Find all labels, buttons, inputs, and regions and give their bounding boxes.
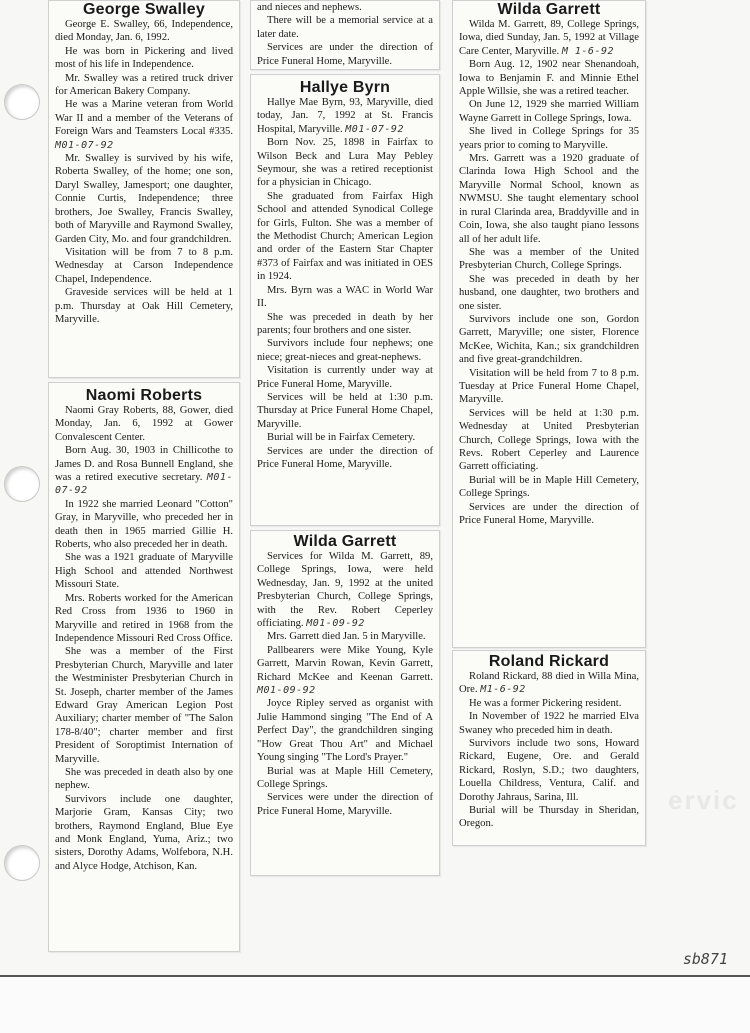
handwritten-date-note: M1-6-92 bbox=[480, 684, 526, 696]
obituary-paragraph: Services are under the direction of Price Funeral Home, Maryville. bbox=[257, 445, 433, 470]
faint-background-print: ervic bbox=[668, 785, 739, 815]
obituary-paragraph: Visitation will be held from 7 to 8 p.m. Tuesday at Price Funeral Home Chapel, Maryville. bbox=[459, 367, 639, 406]
obituary-paragraph: Naomi Gray Roberts, 88, Gower, died Monday, Jan. 6, 1992 at Gower Convalescent Center. bbox=[55, 405, 233, 443]
obituary-paragraph: On June 12, 1929 she married William Wayne Garrett in College Springs, Iowa. bbox=[459, 99, 639, 124]
obituary-paragraph: Mr. Swalley was a retired truck driver for American Bakery Company. bbox=[55, 72, 233, 98]
obituary-naomi-roberts bbox=[48, 382, 240, 952]
obituary-paragraph: There will be a memorial service at a later date. bbox=[257, 15, 433, 40]
obituary-paragraph: Graveside services will be held at 1 p.m. Thursday at Oak Hill Cemetery, Maryville. bbox=[55, 287, 233, 325]
document-code: sb871 bbox=[682, 950, 728, 968]
obituary-paragraph: She was preceded in death also by one nephew. bbox=[55, 766, 233, 792]
obituary-paragraph: Born Aug. 30, 1903 in Chillicothe to James D. and Rosa Bunnell England, she was a retired executive secretary. M01-07-92 bbox=[55, 445, 233, 497]
obituary-paragraph: Born Nov. 25, 1898 in Fairfax to Wilson Beck and Lura May Pebley Seymour, she was a retired receptionist for a physician in Chicago. bbox=[257, 137, 433, 189]
obituary-paragraph: Survivors include two sons, Howard Rickard, Eugene, Ore. and Gerald Rickard, Roslyn, S.D.; two daughters, Louella Childress, Ventura, Calif. and Dorothy Jahraus, Sarina, Ill. bbox=[459, 738, 639, 803]
obituary-paragraph: Survivors include four nephews; one niece; great-nieces and great-nephews. bbox=[257, 338, 433, 363]
handwritten-date-note: M01-07-92 bbox=[55, 139, 114, 151]
obituary-paragraph: Joyce Ripley served as organist with Julie Hammond singing "The End of A Perfect Day", the grandchildren singing "How Great Thou Art" and Michael Young singing "The Lord's Prayer." bbox=[257, 698, 433, 764]
obituary-paragraph: Services will be held at 1:30 p.m. Thursday at Price Funeral Home Chapel, Maryville. bbox=[257, 391, 433, 430]
handwritten-date-note: M 1-6-92 bbox=[561, 45, 615, 57]
obituary-paragraph: Survivors include one son, Gordon Garrett, Maryville; one sister, Florence McKee, Wichita, Kan.; six grandchildren and five great-grandchildren. bbox=[459, 313, 639, 366]
obituary-paragraph: George E. Swalley, 66, Independence, died Monday, Jan. 6, 1992. bbox=[55, 19, 233, 44]
obituary-paragraph: She was preceded in death by her parents; four brothers and one sister. bbox=[257, 311, 433, 336]
obituary-paragraph: He was born in Pickering and lived most of his life in Independence. bbox=[55, 45, 233, 71]
obituary-title: Wilda Garrett bbox=[497, 1, 601, 18]
obituary-paragraph: Services were under the direction of Price Funeral Home, Maryville. bbox=[257, 792, 433, 817]
handwritten-date-note: M01-07-92 bbox=[345, 123, 404, 135]
obituary-paragraph: and nieces and nephews. bbox=[257, 2, 362, 13]
scanner-bed bbox=[0, 977, 750, 1033]
obituary-paragraph: Survivors include one daughter, Marjorie Gram, Kansas City; two brothers, Raymond England, Blue Eye and Monk England, Yuma, Ariz.; two sisters, Dorothy Adams, Wolfebora, N.H. and Alyce Hodge, Atchison, Kan. bbox=[55, 793, 233, 872]
obituary-paragraph: Mrs. Roberts worked for the American Red Cross from 1936 to 1960 in Maryville and retired in 1968 from the Independence Missouri Red Cross Office. bbox=[55, 592, 233, 644]
obituary-hallye-byrn bbox=[250, 74, 440, 526]
obituary-paragraph: Mrs. Garrett was a 1920 graduate of Clarinda Iowa High School and the Maryville Normal School, known as NWMSU. She taught elementary school in rural Clarinda area, Braddyville and in Coin, Iowa, she also taught piano lessons all of her adult life. bbox=[459, 153, 639, 245]
obituary-paragraph: Services for Wilda M. Garrett, 89, College Springs, Iowa, were held Wednesday, Jan. 9, 1992 at the united Presbyterian Church, College Springs, with the Rev. Robert Ceperley officiating. M01-09-92 bbox=[257, 551, 433, 630]
obituary-paragraph: Born Aug. 12, 1902 near Shenandoah, Iowa to Benjamin F. and Minnie Ethel Apple Willsie, she was a retired teacher. bbox=[459, 59, 639, 98]
obituary-paragraph: Mrs. Garrett died Jan. 5 in Maryville. bbox=[267, 631, 426, 643]
obituary-paragraph: She was a 1921 graduate of Maryville High School and attended Northwest Missouri State. bbox=[55, 552, 233, 591]
obituary-paragraph: Services are under the direction of Price Funeral Home, Maryville. bbox=[257, 42, 433, 67]
obituary-continuation bbox=[250, 0, 440, 70]
obituary-title: Roland Rickard bbox=[488, 653, 610, 670]
obituary-paragraph: Services will be held at 1:30 p.m. Wednesday at United Presbyterian Church, College Springs, Iowa with the Revs. Robert Ceperley and Laurence Garrett officiating. bbox=[459, 407, 639, 473]
punch-hole-top bbox=[4, 84, 40, 120]
obituary-paragraph: She graduated from Fairfax High School and attended Synodical College for Girls, Fulton. She was a member of the Methodist Church; American Legion and order of the Eastern Star Chapter #373 of Fairfax and was initiated in OES in 1924. bbox=[257, 190, 433, 283]
obituary-paragraph: Services are under the direction of Price Funeral Home, Maryville. bbox=[459, 501, 639, 527]
obituary-paragraph: Roland Rickard, 88 died in Willa Mina, Ore. M1-6-92 bbox=[459, 671, 639, 696]
obituary-paragraph: Visitation is currently under way at Price Funeral Home, Maryville. bbox=[257, 365, 433, 390]
punch-hole-middle bbox=[4, 466, 40, 502]
obituary-paragraph: She lived in College Springs for 35 years prior to coming to Maryville. bbox=[459, 126, 639, 151]
obituary-paragraph: Pallbearers were Mike Young, Kyle Garrett, Marvin Rowan, Kevin Garrett, Richard McKee and Keenan Garrett. M01-09-92 bbox=[257, 644, 433, 697]
obituary-paragraph: Mr. Swalley is survived by his wife, Roberta Swalley, of the home; one son, Daryl Swalley, Jamesport; one daughter, Connie Curtis, Independence; three brothers, Joe Swalley, Francis Swalley, both of Maryville and Raymond Swalley, Garden City, Mo. and four grandchildren. bbox=[55, 153, 233, 245]
obituary-paragraph: Burial will be in Fairfax Cemetery. bbox=[267, 432, 416, 444]
obituary-paragraph: She was a member of the First Presbyterian Church, Maryville and later the Westminister Presbyterian Church in St. Joseph, charter member of the James Edward Gray American Legion Post Auxiliary; charter member of "The Salon 178-8/40"; charter member and first President of Soroptimist Internation of Maryville. bbox=[55, 646, 233, 765]
handwritten-date-note: M01-09-92 bbox=[257, 685, 316, 697]
obituary-paragraph: Visitation will be from 7 to 8 p.m. Wednesday at Carson Independence Chapel, Independence. bbox=[55, 246, 233, 285]
handwritten-date-note: M01-07-92 bbox=[55, 472, 233, 497]
obituary-wilda-garrett-services bbox=[250, 530, 440, 876]
obituary-paragraph: Burial was at Maple Hill Cemetery, College Springs. bbox=[257, 765, 433, 790]
obituary-title: Wilda Garrett bbox=[293, 533, 397, 550]
obituary-title: Hallye Byrn bbox=[299, 79, 391, 96]
obituary-paragraph: In November of 1922 he married Elva Swaney who preceded him in death. bbox=[459, 711, 639, 736]
obituary-paragraph: He was a former Pickering resident. bbox=[469, 697, 622, 709]
obituary-roland-rickard bbox=[452, 650, 646, 846]
punch-hole-bottom bbox=[4, 845, 40, 881]
obituary-paragraph: Mrs. Byrn was a WAC in World War II. bbox=[257, 284, 433, 310]
handwritten-date-note: M01-09-92 bbox=[306, 618, 365, 630]
obituary-george-swalley bbox=[48, 0, 240, 378]
obituary-title: Naomi Roberts bbox=[85, 387, 203, 404]
obituary-paragraph: She was preceded in death by her husband, one daughter, two brothers and one sister. bbox=[459, 273, 639, 312]
obituary-paragraph: Wilda M. Garrett, 89, College Springs, Iowa, died Sunday, Jan. 5, 1992 at Village Care Center, Maryville. M 1-6-92 bbox=[459, 19, 639, 57]
obituary-paragraph: In 1922 she married Leonard "Cotton" Gray, in Maryville, who preceded her in death then in 1965 married Gillie H. Roberts, who also preceded her in death. bbox=[55, 498, 233, 551]
obituary-wilda-garrett bbox=[452, 0, 646, 648]
obituary-paragraph: Burial will be Thursday in Sheridan, Oregon. bbox=[459, 805, 639, 830]
obituary-paragraph: He was a Marine veteran from World War II and a member of the Veterans of Foreign Wars and Teamsters Local #335. M01-07-92 bbox=[55, 99, 233, 151]
obituary-paragraph: Hallye Mae Byrn, 93, Maryville, died today, Jan. 7, 1992 at St. Francis Hospital, Maryville. M01-07-92 bbox=[257, 97, 433, 135]
obituary-paragraph: Burial will be in Maple Hill Cemetery, College Springs. bbox=[459, 474, 639, 500]
obituary-paragraph: She was a member of the United Presbyterian Church, College Springs. bbox=[459, 246, 639, 272]
obituary-title: George Swalley bbox=[83, 1, 205, 18]
